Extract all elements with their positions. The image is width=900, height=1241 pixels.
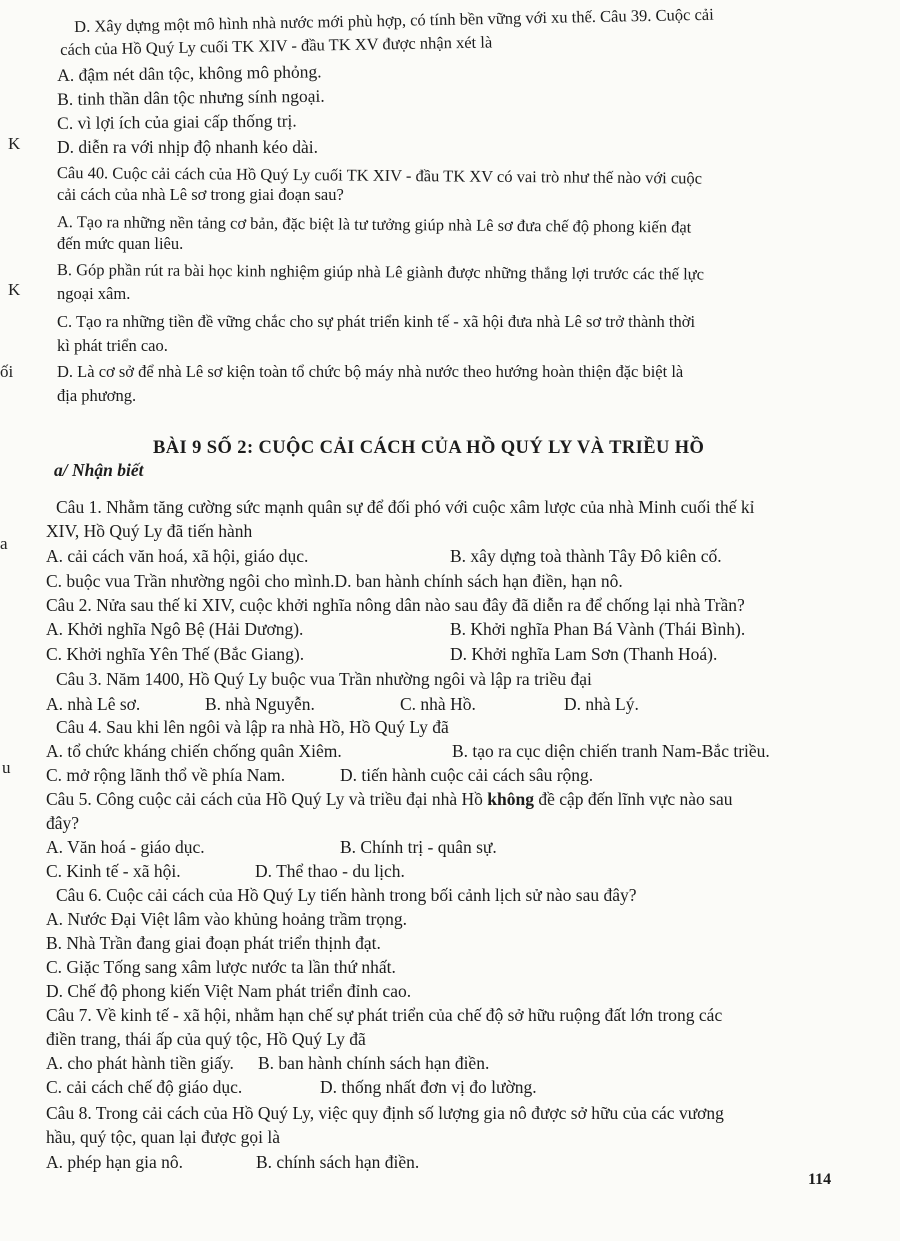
answer-option: kì phát triển cao. (57, 336, 168, 355)
answer-option: D. Thể thao - du lịch. (255, 861, 405, 881)
answer-option: A. cho phát hành tiền giấy. (46, 1053, 234, 1073)
answer-option: D. thống nhất đơn vị đo lường. (320, 1077, 537, 1097)
margin-mark: u (2, 758, 11, 777)
answer-option: C. Tạo ra những tiền đề vững chắc cho sự phát triển kinh tế - xã hội đưa nhà Lê sơ trở thành thời (57, 312, 696, 331)
question-text: Câu 6. Cuộc cải cách của Hồ Quý Ly tiến hành trong bối cảnh lịch sử nào sau đây? (56, 885, 637, 905)
question-text: Câu 40. Cuộc cải cách của Hồ Quý Ly cuối TK XIV - đầu TK XV có vai trò như thế nào với cuộc (56, 162, 703, 188)
answer-option: D. Khởi nghĩa Lam Sơn (Thanh Hoá). (450, 644, 718, 664)
question-text-part: Câu 5. Công cuộc cải cách của Hồ Quý Ly và triều đại nhà Hồ (46, 789, 483, 809)
answer-option: B. Góp phần rút ra bài học kinh nghiệm giúp nhà Lê giành được những thắng lợi trước các thế lực (56, 259, 705, 284)
answer-option: B. tinh thần dân tộc nhưng sính ngoại. (57, 85, 325, 109)
answer-option: A. Nước Đại Việt lâm vào khủng hoảng trầm trọng. (46, 909, 407, 929)
question-text: Câu 1. Nhằm tăng cường sức mạnh quân sự để đối phó với cuộc xâm lược của nhà Minh cuối thế kỉ (56, 497, 755, 517)
question-text: Câu 3. Năm 1400, Hồ Quý Ly buộc vua Trần nhường ngôi và lập ra triều đại (56, 669, 592, 689)
answer-option: B. ban hành chính sách hạn điền. (258, 1053, 490, 1073)
question-text: Câu 4. Sau khi lên ngôi và lập ra nhà Hồ, Hồ Quý Ly đã (56, 717, 449, 737)
question-text: Câu 2. Nửa sau thế kỉ XIV, cuộc khởi nghĩa nông dân nào sau đây đã diễn ra để chống lại nhà Trần? (46, 595, 745, 615)
answer-option: C. cải cách chế độ giáo dục. (46, 1077, 243, 1097)
question-text: điền trang, thái ấp của quý tộc, Hồ Quý Ly đã (46, 1029, 366, 1049)
text-line: cách của Hồ Quý Ly cuối TK XIV - đầu TK XV được nhận xét là (60, 32, 493, 59)
answer-option: A. phép hạn gia nô. (46, 1152, 184, 1172)
answer-option: ngoại xâm. (57, 284, 131, 303)
question-text-part: đề cập đến lĩnh vực nào sau (538, 789, 733, 809)
answer-option: B. xây dựng toà thành Tây Đô kiên cố. (450, 546, 722, 566)
answer-option: B. Nhà Trần đang giai đoạn phát triển thịnh đạt. (46, 933, 381, 953)
answer-option: B. Chính trị - quân sự. (340, 837, 497, 857)
answer-option: A. tổ chức kháng chiến chống quân Xiêm. (46, 741, 342, 761)
answer-option: địa phương. (57, 386, 137, 405)
answer-option: B. nhà Nguyễn. (205, 694, 315, 714)
lesson-title: BÀI 9 SỐ 2: CUỘC CẢI CÁCH CỦA HỒ QUÝ LY VÀ TRIỀU HỒ (153, 438, 705, 458)
answer-option: A. cải cách văn hoá, xã hội, giáo dục. (46, 546, 309, 566)
margin-mark: ối (0, 362, 14, 381)
answer-option: A. nhà Lê sơ. (46, 694, 141, 714)
answer-option: C. mở rộng lãnh thổ về phía Nam. (46, 765, 286, 785)
answer-option: A. Tạo ra những nền tảng cơ bản, đặc biệt là tư tưởng giúp nhà Lê sơ đưa chế độ phong kiến đạt (56, 211, 692, 237)
answer-option: A. Văn hoá - giáo dục. (46, 837, 205, 857)
text-line: D. Xây dựng một mô hình nhà nước mới phù hợp, có tính bền vững với xu thế. Câu 39. Cuộc cải (74, 4, 714, 36)
answer-option: A. đậm nét dân tộc, không mô phỏng. (57, 61, 322, 85)
margin-mark: K (8, 280, 21, 299)
question-text: đây? (46, 813, 80, 833)
question-text: XIV, Hồ Quý Ly đã tiến hành (46, 521, 253, 541)
question-text: cải cách của nhà Lê sơ trong giai đoạn sau? (57, 185, 344, 204)
question-text (46, 788, 732, 810)
answer-option: C. Kinh tế - xã hội. (46, 861, 181, 881)
answer-option: C. Khởi nghĩa Yên Thế (Bắc Giang). (46, 644, 305, 664)
answer-option: C. nhà Hồ. (400, 694, 476, 714)
margin-mark: K (8, 134, 21, 153)
answer-option: C. vì lợi ích của giai cấp thống trị. (57, 110, 297, 133)
question-text: Câu 8. Trong cải cách của Hồ Quý Ly, việc quy định số lượng gia nô được sở hữu của các vương (46, 1103, 724, 1123)
answer-option: D. Là cơ sở để nhà Lê sơ kiện toàn tổ chức bộ máy nhà nước theo hướng hoàn thiện đặc biệt là (57, 362, 684, 381)
answer-option: D. diễn ra với nhịp độ nhanh kéo dài. (57, 137, 319, 157)
answer-option: B. Khởi nghĩa Phan Bá Vành (Thái Bình). (450, 619, 746, 639)
question-text: Câu 7. Về kinh tế - xã hội, nhằm hạn chế sự phát triển của chế độ sở hữu ruộng đất lớn trong các (46, 1005, 723, 1025)
answer-option: B. tạo ra cục diện chiến tranh Nam-Bắc triều. (452, 741, 770, 761)
answer-option: A. Khởi nghĩa Ngô Bệ (Hải Dương). (46, 619, 304, 639)
answer-option: D. nhà Lý. (564, 694, 639, 714)
emphasis-word: không (487, 789, 534, 809)
answer-option: C. buộc vua Trần nhường ngôi cho mình.D. ban hành chính sách hạn điền, hạn nô. (46, 571, 623, 591)
answer-option: đến mức quan liêu. (57, 234, 184, 253)
answer-option: B. chính sách hạn điền. (256, 1152, 420, 1172)
section-heading: a/ Nhận biết (54, 460, 144, 480)
margin-mark: a (0, 534, 8, 553)
answer-option: C. Giặc Tống sang xâm lược nước ta lần thứ nhất. (46, 957, 396, 977)
answer-option: D. tiến hành cuộc cải cách sâu rộng. (340, 765, 594, 785)
page-number: 114 (808, 1171, 832, 1188)
answer-option: D. Chế độ phong kiến Việt Nam phát triển đỉnh cao. (46, 981, 412, 1001)
question-text: hầu, quý tộc, quan lại được gọi là (46, 1127, 281, 1147)
